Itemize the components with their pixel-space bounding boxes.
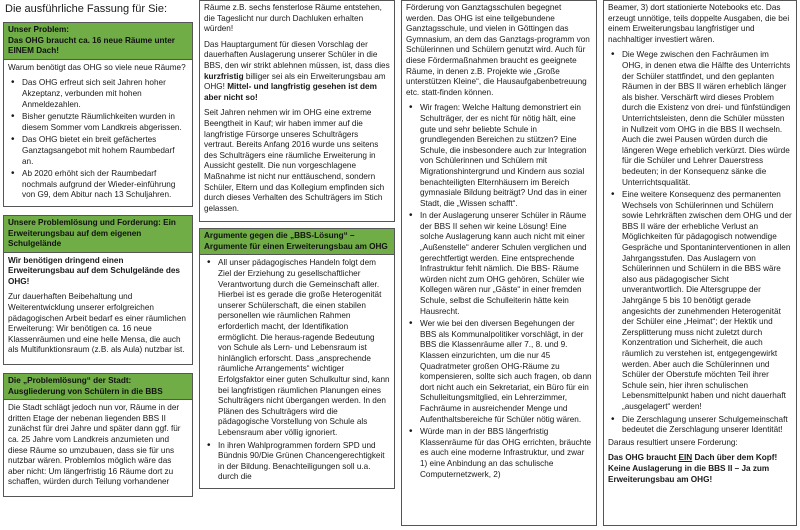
problem-lead: Warum benötigt das OHG so viele neue Räume? — [8, 62, 186, 72]
col3-para-1: Förderung von Ganztagsschulen begegnet werden. Das OHG ist eine teilgebundene Ganztagsschule, und vielen in Göttingen das Gymnasium, an dem das Ganztags-programm von Schülerinnen und Schülern genutzt wird. Auch für diese Fördermaßnahmen braucht es geeignete Räume, in denen z.B. Projekte wie „Große unterstützen Kleine“, die Hausaufgabenbetreuung etc. statt-finden können. — [406, 3, 590, 97]
list-item: • Wir fragen: Welche Haltung demonstriert ein Schulträger, der es nicht für nötig hält, eine gute und sehr beliebte Schule in grundlegenden Bereichen zu stützen? Eine Schule, die insbesondere auch zur Integration von Schülerinnen und Schülern mit Migrationshintergrund und Kindern aus sozial benachteiligten Elternhäusern im Bereich gymnasiale Bildung beiträgt? Und das in einer Stadt, die „Wissen schafft“. — [406, 103, 592, 209]
list-item: • Die Wege zwischen den Fachräumen im OHG, in denen etwa die Hälfte des Unterrichts der Schüler stattfindet, und den geplanten Räumen in der BBS II wären erheblich länger als bisher. Verschärft wird dieses Problem durch die Existenz von drei- und fünfstündigen Unterrichtsleisten, denn die Schüler müssten in Nullzeit vom OHG in die BBS II wechseln. Auch die zwei Pausen würden durch die längeren Wege erheblich verkürzt. Dies würde für die Schüler und Lehrer Dauerstress bedeuten; in der Konsequenz sänke die Unterrichtsqualität. — [608, 50, 792, 188]
solution-title: Unsere Problemlösung und Forderung: Ein Erweiterungsbau auf dem eigenen Schulgelände — [4, 216, 192, 253]
column-1 — [3, 0, 193, 530]
solution-box — [3, 215, 193, 365]
list-item: • Würde man in der BBS längerfristig Klassenräume für das OHG errichten, bräuchte es auch eine moderne Infrastruktur, und zwar 1) eine Anbindung an das schulische Computernetzwerk, 2) — [406, 427, 592, 480]
col2-para-2: Das Hauptargument für diesen Vorschlag der dauerhaften Auslagerung unserer Schüler in die BBS, den wir strikt ablehnen müssen, ist, dass dies kurzfristig billiger sei als ein Erweiterungsbau am OHG! Mittel- und langfristig gesehen ist dem aber nicht so! — [204, 39, 390, 102]
column-3 — [401, 0, 597, 530]
problem-box — [3, 22, 193, 207]
list-item: • Wer wie bei den diversen Begehungen der BBS als Kommunalpolitiker vorschlägt, in der BBS die Klassenräume aller 7., 8. und 9. Klassen einzurichten, um die nur 45 Quadratmeter großen OHG-Räume zu kompensieren, sollte sich auch fragen, ob dann dort nicht auch ein Sekretariat, ein Büro für ein Schulleitungsmitglied, ein Lehrerzimmer, Fachräume in ausreichender Menge und Aufenthaltsbereiche für Schüler nötig wären. — [406, 319, 592, 425]
arguments-title: Argumente gegen die „BBS-Lösung“ – Argumente für einen Erweiterungsbau am OHG — [200, 229, 394, 255]
col2-top-text — [199, 0, 395, 222]
closing-line: Daraus resultiert unsere Forderung: — [608, 437, 738, 447]
emphasis-langfristig: Mittel- und langfristig gesehen ist dem aber nicht so! — [204, 82, 377, 102]
city-solution-box — [3, 373, 193, 497]
emphasis-ein: EIN — [678, 453, 693, 463]
solution-text: Zur dauerhaften Beibehaltung und Weiterentwicklung unserer erfolgreichen pädagogischen Arbeit bedarf es einer räumlichen Erweiterung: Wir benötigen ca. 16 neue Klassenräumen und eine helle Mensa, die auch als Multifunktionsraum (z.B. als Aula) nutzbar ist. — [8, 292, 186, 355]
solution-bold: Wir benötigen dringend einen Erweiterungsbau auf dem Schulgelände des OHG! — [8, 255, 180, 286]
final-demand: Das OHG braucht EIN Dach über dem Kopf! Keine Auslagerung in die BBS II – Ja zum Erweiterungsbau am OHG! — [608, 453, 778, 484]
column-4 — [603, 0, 797, 530]
problem-list — [8, 78, 188, 201]
col3-list — [406, 103, 592, 480]
problem-title: Unser Problem: Das OHG braucht ca. 16 neue Räume unter EINEM Dach! — [4, 23, 192, 60]
list-item: • Das OHG bietet ein breit gefächertes Ganztagsangebot mit hohem Raumbedarf an. — [8, 135, 188, 167]
list-item: • Ab 2020 erhöht sich der Raumbedarf nochmals aufgrund der Wieder-einführung von G9, dem Abitur nach 13 Schuljahren. — [8, 169, 188, 201]
arguments-box — [199, 228, 395, 489]
col2-para-1: Räume z.B. sechs fensterlose Räume entstehen, die Tageslicht nur durch Dachluken erhalten würden! — [204, 3, 382, 34]
list-item: • Das OHG erfreut sich seit Jahren hoher Akzeptanz, verbunden mit hohen Anmeldezahlen. — [8, 78, 188, 110]
col4-para-1: Beamer, 3) dort stationierte Notebooks etc. Das erzeugt unnötige, teils doppelte Ausgaben, die bei einem Erweiterungsbau langfristiger und nachhaltiger investiert wären. — [608, 3, 790, 44]
list-item: • Die Zerschlagung unserer Schulgemeinschaft bedeutet die Zerschlagung unserer Identität! — [608, 415, 792, 436]
list-item: • Eine weitere Konsequenz des permanenten Wechsels von Schülerinnen und Schülern sowie Lehrkräften zwischen dem OHG und der BBS II wäre der erhebliche Verlust an Möglichkeiten für pädagogisch notwendige Gespräche und Spontaninterventionen in allen Jahrgangsstufen. Das Auslagern von Schülerinnen und Schülern in die BBS wäre also aus pädagogischer Sicht unverantwortlich. Die Altersgruppe der Jahrgänge 5 bis 10 benötigt gerade angesichts der zunehmenden Heterogenität der Schüler eine „Heimat“; der Hektik und Zersplitterung muss nicht zuletzt durch Konzentration und Sicherheit, die auch räumlich zu verstehen ist, entgegengewirkt werden. Aber auch die Schülerinnen und Schüler der Oberstufe möchten Teil ihrer Schule sein, hier ihren schulischen Lebensmittelpunkt haben und nicht dauerhaft „ausgelagert“ werden! — [608, 190, 792, 412]
list-item: • In der Auslagerung unserer Schüler in Räume der BBS II sehen wir keine Lösung! Eine solche Auslagerung kann auch nicht mit einer „Außenstelle“ anderer Schulen verglichen und gerechtfertigt werden. Eine entsprechende Infrastruktur fehlt nämlich. Die BBS- Räume würden nicht zum OHG gehören, Schüler wie Kollegen wären nur „Gäste“ in einer fremden Schule, selbst die Schulleiterin hätte kein Hausrecht. — [406, 211, 592, 317]
list-item: • In ihren Wahlprogrammen fordern SPD und Bündnis 90/Die Grünen Chancengerechtigkeit in der Bildung. Benachteiligungen soll u.a. durch die — [204, 441, 390, 483]
arguments-list — [204, 258, 390, 482]
col3-text — [401, 0, 597, 526]
column-2 — [199, 0, 395, 530]
city-solution-title: Die „Problemlösung“ der Stadt: Ausgliederung von Schülern in die BBS — [4, 374, 192, 400]
col4-list — [608, 50, 792, 435]
col4-text — [603, 0, 797, 526]
intro-line: Die ausführliche Fassung für Sie: — [5, 3, 168, 15]
city-solution-text: Die Stadt schlägt jedoch nun vor, Räume in der dritten Etage der nebenan liegenden BBS II zunächst für drei Jahre und später dann ggf. für ca. 25 Jahre vom Landkreis anzumieten und diese Räume so umzubauen, dass sie für uns nutzbar wären. Problemlos möglich wäre das aber nicht: Um längerfristig 16 Räume dort zu schaffen, würden durch Teilung vorhandener — [8, 403, 181, 487]
list-item: • Bisher genutzte Räumlichkeiten wurden in diesem Sommer vom Landkreis abgerissen. — [8, 112, 188, 133]
list-item: • All unser pädagogisches Handeln folgt dem Ziel der Erziehung zu gesellschaftlicher Verantwortung durch die Gemeinschaft aller. Hierbei ist es gerade die große Heterogenität unserer Schülerschaft, die einen stabilen personellen wie räumlichen Rahmen erforderlich macht, der Identifikation ermöglicht. Die heraus-ragende Bedeutung von Schule als Lern- und Lebensraum ist hinlänglich erforscht. Dass „ansprechende räumliche Arrangements“ wichtiger Erfolgsfaktor einer guten Schulkultur sind, kann bei langfristigen räumlichen Planungen eines Schulträgers nicht übergangen werden. In den Plänen des Schulträgers wird die pädagogische Vorstellung von Schule als Lebensraum aber völlig ignoriert. — [204, 258, 390, 438]
emphasis-kurzfristig: kurzfristig — [204, 71, 244, 81]
col2-para-3: Seit Jahren nehmen wir im OHG eine extreme Beengtheit in Kauf; wir haben immer auf die langfristige Fürsorge unseres Schulträgers vertraut. Bereits Anfang 2016 wurde uns seitens des Schulträgers eine räumliche Erweiterung in Aussicht gestellt. Die nun vorgeschlagene Maßnahme ist nicht nur enttäuschend, sondern Schüler, Eltern und das Kollegium empfinden sich durch dieses Verhalten des Schulträgers im Stich gelassen. — [204, 108, 385, 213]
